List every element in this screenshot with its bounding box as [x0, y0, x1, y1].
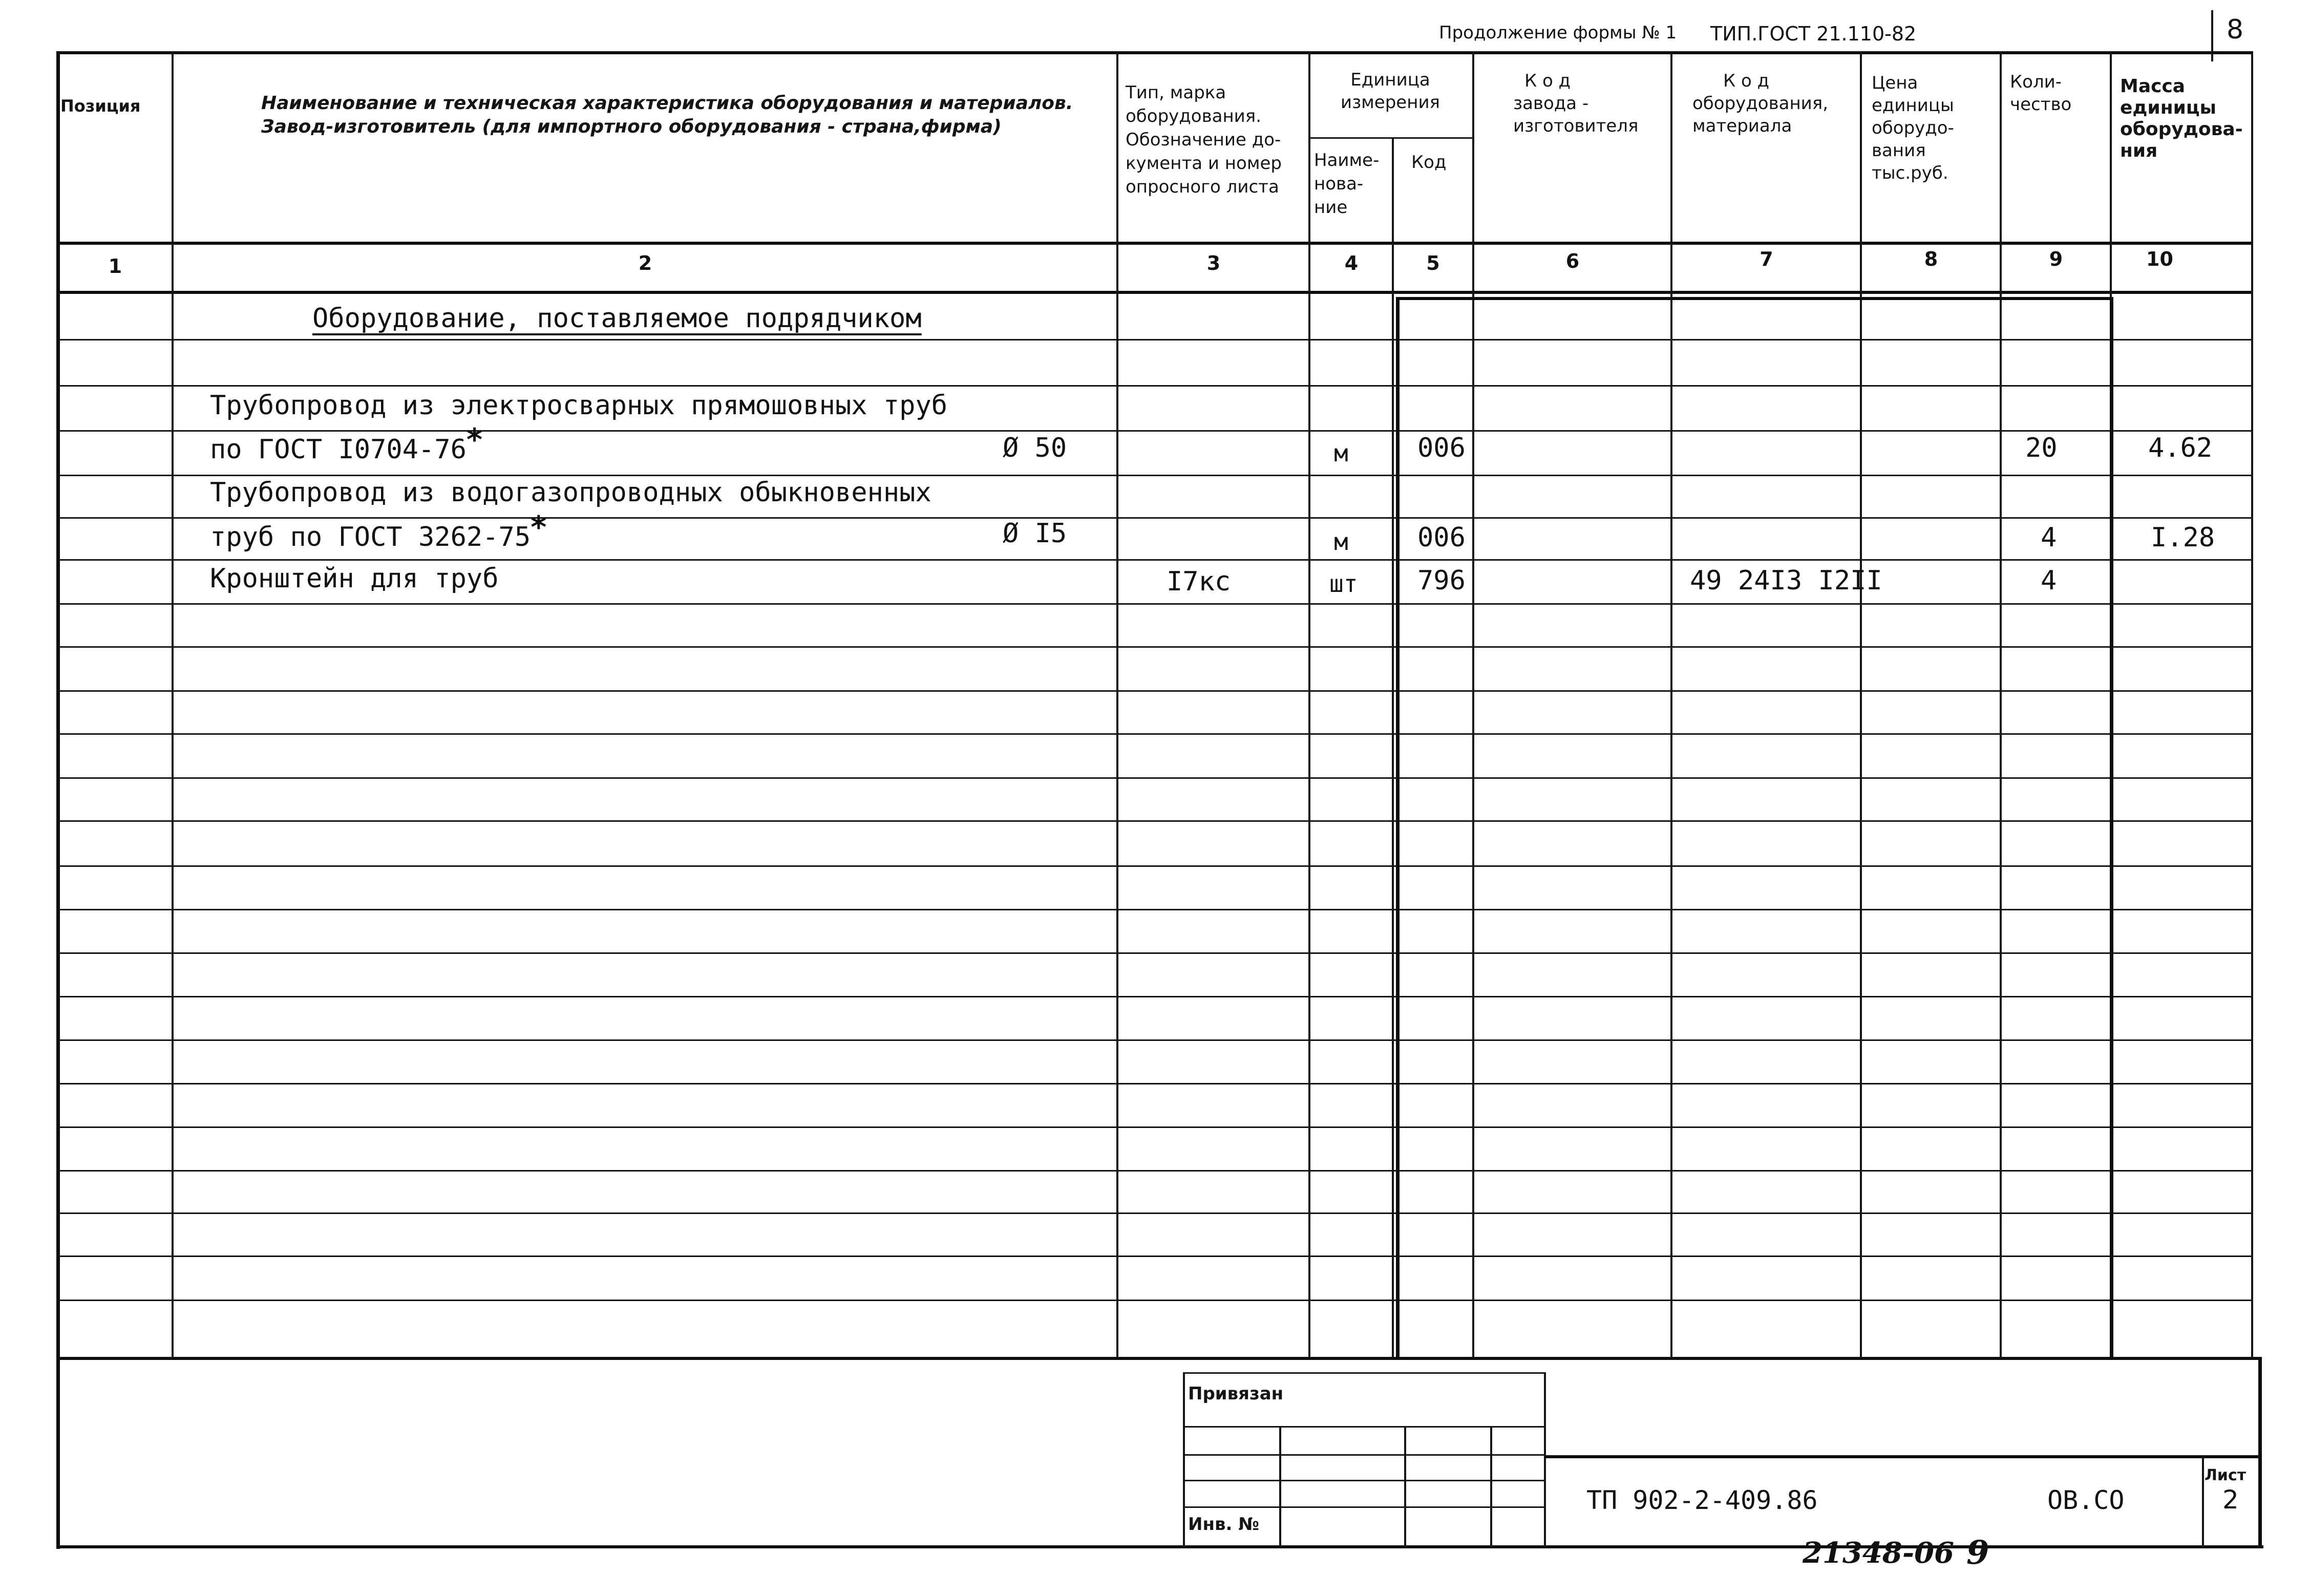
row-mass: 4.62: [2148, 433, 2213, 463]
col-divider: [1670, 51, 1672, 1358]
row-name: труб по ГОСТ 3262-75*: [210, 509, 547, 552]
column-number: 8: [1924, 248, 1938, 270]
header-name-line1: Наименование и техническая характеристика оборудования и материалов.: [261, 93, 1073, 114]
row-name: Трубопровод из электросварных прямошовных труб: [210, 390, 948, 421]
column-number: 2: [638, 252, 652, 274]
column-numbers-bottom-line: [56, 291, 2253, 294]
row-line: [56, 517, 2253, 519]
row-line: [56, 475, 2253, 476]
column-number: 10: [2146, 248, 2173, 270]
row-line: [56, 646, 2253, 648]
row-line: [56, 1255, 2253, 1257]
header-mass: Масса единицы оборудова- ния: [2120, 76, 2243, 161]
row-line: [56, 733, 2253, 735]
row-line: [56, 777, 2253, 779]
row-diameter: Ø 50: [1003, 433, 1067, 463]
doc-number-top-line: [1544, 1455, 2261, 1458]
header-bottom-line: [56, 242, 2253, 245]
row-line: [56, 1083, 2253, 1084]
row-line: [56, 820, 2253, 822]
footnote-asterisk: *: [531, 509, 547, 545]
column-number: 9: [2049, 248, 2063, 270]
unit-subheader-line: [1308, 137, 1472, 139]
header-quantity: Коли- чество: [2010, 72, 2072, 115]
table-top-border: [56, 51, 2253, 54]
document-code: ОВ.СО: [2047, 1485, 2125, 1515]
bold-frame-right: [2110, 297, 2113, 1358]
handwritten-archive-number: 21348-06: [1803, 1536, 1954, 1570]
stamp-divider: [1279, 1426, 1281, 1546]
row-name: Кронштейн для труб: [210, 563, 499, 594]
row-line: [56, 996, 2253, 997]
row-unit: шт: [1329, 570, 1358, 598]
column-number: 7: [1760, 248, 1773, 270]
header-unit-code: Код: [1411, 152, 1447, 173]
col-divider-bold: [1396, 297, 1400, 1358]
header-unit-name: Наиме- нова- ние: [1314, 150, 1380, 218]
header-position: Позиция: [60, 96, 141, 116]
row-unit-code: 006: [1417, 433, 1466, 463]
header-name-line2: Завод-изготовитель (для импортного оборудования - страна,фирма): [261, 116, 1002, 137]
row-line: [56, 1039, 2253, 1041]
stamp-inventory-label: Инв. №: [1188, 1514, 1260, 1535]
col-divider: [1860, 51, 1862, 1358]
handwritten-page-number: 9: [1966, 1534, 1989, 1572]
header-price: Цена единицы оборудо- вания тыс.руб.: [1872, 73, 1954, 183]
col-divider: [2000, 51, 2002, 1358]
col-divider: [1116, 51, 1118, 1358]
row-line: [56, 603, 2253, 605]
stamp-divider: [1544, 1372, 1546, 1546]
column-number: 5: [1426, 252, 1440, 274]
header-type: Тип, марка оборудования. Обозначение до- кумента и номер опросного листа: [1126, 82, 1282, 197]
row-mass: I.28: [2151, 522, 2215, 553]
stamp-line: [1183, 1372, 1545, 1374]
row-unit-code: 796: [1417, 565, 1466, 596]
row-line: [56, 690, 2253, 692]
row-type: I7кс: [1167, 566, 1231, 597]
row-quantity: 4: [2041, 522, 2057, 553]
sheet-number: 2: [2222, 1485, 2239, 1515]
row-unit-code: 006: [1417, 522, 1466, 553]
col-divider: [1472, 51, 1474, 1358]
header-plant-code: К о д завода - изготовителя: [1513, 71, 1639, 136]
stamp-divider: [1490, 1426, 1492, 1546]
row-line: [56, 1300, 2253, 1301]
section-title: Оборудование, поставляемое подрядчиком: [312, 303, 922, 334]
form-continuation-label: Продолжение формы № 1: [1439, 23, 1677, 43]
row-diameter: Ø I5: [1003, 518, 1067, 549]
column-number: 4: [1344, 252, 1359, 274]
row-line: [56, 1212, 2253, 1214]
row-line: [56, 385, 2253, 387]
row-line: [56, 339, 2253, 341]
bold-frame-top: [1396, 297, 2113, 300]
row-quantity: 4: [2041, 565, 2057, 596]
row-equipment-code: 49 24I3 I2II: [1690, 565, 1882, 596]
column-number: 1: [108, 255, 122, 278]
row-name: по ГОСТ I0704-76*: [210, 422, 483, 465]
row-line: [56, 559, 2253, 561]
row-line: [56, 952, 2253, 954]
col-divider: [1308, 51, 1310, 1358]
row-line: [56, 1126, 2253, 1128]
column-number: 6: [1565, 250, 1580, 272]
row-unit: м: [1334, 439, 1348, 467]
header-unit: Единица измерения: [1340, 70, 1440, 113]
row-line: [56, 865, 2253, 867]
table-bottom-border: [56, 1357, 2258, 1360]
document-number: ТП 902-2-409.86: [1586, 1485, 1818, 1515]
stamp-bound-label: Привязан: [1188, 1384, 1284, 1404]
table-right-border: [2251, 51, 2253, 1358]
frame-right-border: [2258, 1357, 2262, 1548]
row-name: Трубопровод из водогазопроводных обыкновенных: [210, 477, 931, 508]
row-line: [56, 1170, 2253, 1172]
stamp-divider: [1183, 1372, 1185, 1546]
row-line: [56, 430, 2253, 432]
col-divider: [172, 51, 174, 1358]
form-standard-label: ТИП.ГОСТ 21.110-82: [1710, 23, 1917, 45]
sheet-label: Лист: [2205, 1466, 2247, 1484]
row-unit: м: [1334, 528, 1348, 556]
column-number: 3: [1206, 252, 1221, 274]
sheet-divider: [2202, 1455, 2204, 1547]
stamp-divider: [1404, 1426, 1406, 1546]
row-line: [56, 909, 2253, 910]
header-equipment-code: К о д оборудования, материала: [1692, 71, 1829, 136]
col-divider: [1392, 137, 1394, 1358]
footnote-asterisk: *: [466, 422, 483, 458]
row-quantity: 20: [2025, 433, 2058, 463]
page-number: 8: [2227, 14, 2244, 45]
